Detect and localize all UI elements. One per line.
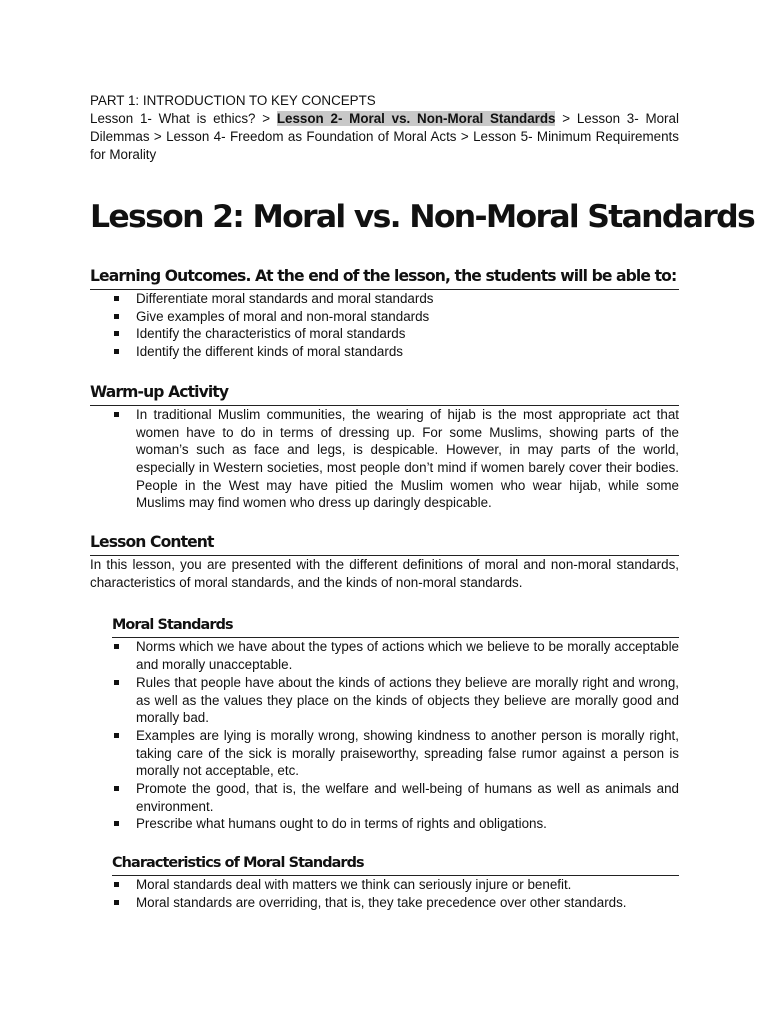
list-item-text: Give examples of moral and non-moral standards [136, 308, 430, 324]
list-item-text: Moral standards deal with matters we think can seriously injure or benefit. [136, 877, 572, 893]
list-item [90, 727, 679, 780]
warmup-section [90, 382, 679, 512]
breadcrumb-separator: > [460, 129, 469, 144]
breadcrumb-lesson-4[interactable]: Lesson 4- Freedom as Foundation of Moral Acts [166, 129, 457, 144]
list-item [90, 290, 679, 308]
warmup-heading: Warm-up Activity [90, 382, 679, 406]
square-bullet-icon [114, 680, 119, 685]
list-item [90, 674, 679, 727]
lesson-content-heading: Lesson Content [90, 532, 679, 556]
square-bullet-icon [114, 733, 119, 738]
breadcrumb-lesson-3[interactable]: Lesson 3- Moral Dilemmas [90, 111, 679, 144]
characteristics-list [90, 876, 679, 911]
breadcrumb-lesson-1[interactable]: Lesson 1- What is ethics? [90, 111, 256, 126]
square-bullet-icon [114, 786, 119, 791]
breadcrumb-lesson-5[interactable]: Lesson 5- Minimum Requirements for Morality [90, 129, 679, 162]
list-item-text: Identify the different kinds of moral standards [136, 344, 403, 360]
list-item-text: Rules that people have about the kinds of actions they believe are morally right and wrong, as well as the values they place on the kinds of objects they believe are morally good and morally bad. [136, 674, 679, 726]
square-bullet-icon [114, 314, 119, 319]
list-item-text: Norms which we have about the types of actions which we believe to be morally acceptable and morally unacceptable. [136, 639, 679, 673]
moral-standards-heading: Moral Standards [112, 615, 679, 638]
part-heading: PART 1: INTRODUCTION TO KEY CONCEPTS [90, 93, 376, 108]
square-bullet-icon [114, 644, 119, 649]
learning-outcomes-list [90, 290, 679, 361]
square-bullet-icon [114, 331, 119, 336]
list-item [90, 343, 679, 361]
moral-standards-section [90, 615, 679, 833]
list-item [90, 780, 679, 815]
learning-outcomes-heading: Learning Outcomes. At the end of the lesson, the students will be able to: [90, 266, 679, 290]
breadcrumb-separator: > [262, 111, 271, 126]
list-item [90, 406, 679, 512]
lesson-content-section [90, 532, 679, 591]
warmup-list [90, 406, 679, 512]
breadcrumb-lesson-2-current[interactable]: Lesson 2- Moral vs. Non-Moral Standards [276, 111, 556, 126]
list-item [90, 815, 679, 833]
breadcrumb-separator: > [153, 129, 162, 144]
list-item [90, 638, 679, 673]
list-item-text: In traditional Muslim communities, the wearing of hijab is the most appropriate act that women have to do in terms of dressing up. For some Muslims, showing parts of the woman’s such as face and legs, is despicable. However, in may parts of the world, especially in Western societies, most people don’t mind if women barely cover their bodies. People in the West may have pitied the Muslim women who wear hijab, while some Muslims may find women who dress up daringly despicable. [136, 406, 679, 511]
breadcrumb [90, 110, 679, 164]
list-item [90, 876, 679, 894]
document-page [90, 92, 755, 912]
list-item [90, 308, 679, 326]
list-item [90, 325, 679, 343]
moral-standards-list [90, 638, 679, 833]
page-title: Lesson 2: Moral vs. Non-Moral Standards [90, 199, 755, 235]
list-item-text: Promote the good, that is, the welfare and well-being of humans as well as animals and environment. [136, 781, 679, 814]
square-bullet-icon [114, 821, 119, 826]
list-item-text: Moral standards are overriding, that is, they take precedence over other standards. [136, 894, 627, 910]
list-item [90, 894, 679, 912]
square-bullet-icon [114, 900, 119, 905]
characteristics-section [90, 853, 679, 911]
characteristics-heading: Characteristics of Moral Standards [112, 853, 679, 876]
lesson-content-intro: In this lesson, you are presented with the different definitions of moral and non-moral standards, characteristics of moral standards, and the kinds of non-moral standards. [90, 557, 679, 590]
square-bullet-icon [114, 412, 119, 417]
list-item-text: Prescribe what humans ought to do in terms of rights and obligations. [136, 816, 547, 832]
square-bullet-icon [114, 882, 119, 887]
list-item-text: Examples are lying is morally wrong, showing kindness to another person is morally right, taking care of the sick is morally praiseworthy, spreading false rumor against a person is morally not acceptable, etc. [136, 727, 679, 779]
learning-outcomes-section [90, 266, 679, 361]
list-item-text: Identify the characteristics of moral standards [136, 326, 406, 342]
square-bullet-icon [114, 296, 119, 301]
breadcrumb-separator: > [562, 111, 571, 126]
list-item-text: Differentiate moral standards and moral standards [136, 291, 434, 306]
square-bullet-icon [114, 349, 119, 354]
